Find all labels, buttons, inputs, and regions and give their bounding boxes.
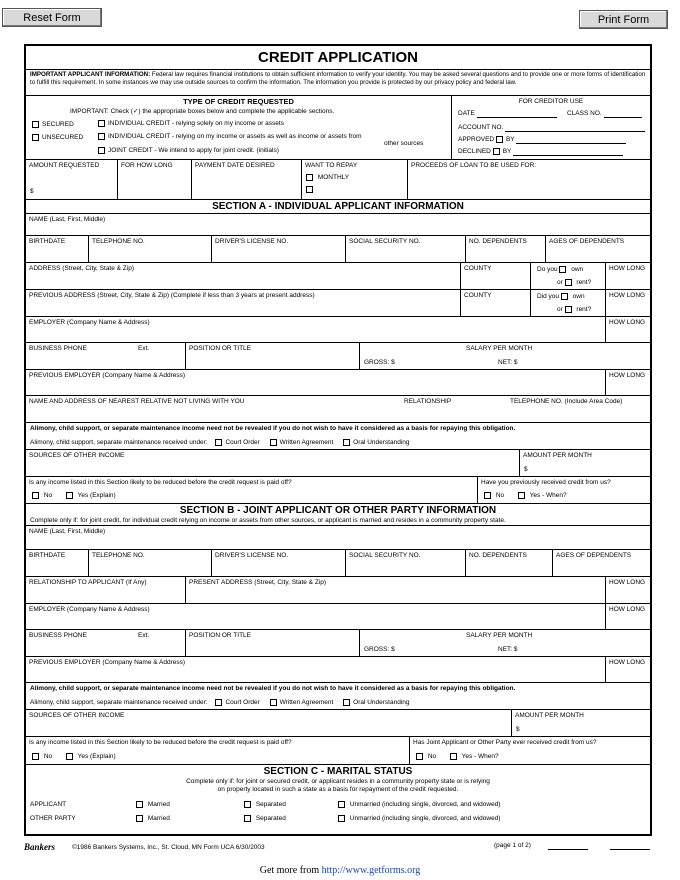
secured-checkbox[interactable]: [32, 121, 39, 128]
b-reduced-yes-checkbox[interactable]: [66, 753, 73, 760]
a-address-label: ADDRESS (Street, City, State & Zip): [29, 265, 134, 272]
a-prev-address-label: PREVIOUS ADDRESS (Street, City, State & Zip) (Complete if less than 3 years at present address): [29, 292, 315, 299]
credit-type-header: TYPE OF CREDIT REQUESTED: [183, 97, 294, 106]
for-how-long-label: FOR HOW LONG: [121, 162, 173, 169]
b-address-how-long-label: HOW LONG: [609, 579, 646, 586]
b-reduced-row: [26, 737, 650, 765]
a-license-label: DRIVER'S LICENSE NO.: [215, 238, 289, 245]
b-present-address-cell[interactable]: [186, 577, 606, 603]
page-number: (page 1 of 2): [494, 842, 531, 849]
a-prev-address-cell[interactable]: [26, 290, 461, 316]
a-employer-how-long-label: HOW LONG: [609, 319, 646, 326]
c-applicant-married-checkbox[interactable]: [136, 801, 143, 808]
a-relative-row[interactable]: [26, 396, 650, 423]
section-c-note1: Complete only if: for joint or secured credit, or applicant resides in a community property state or is relying: [186, 778, 490, 785]
c-applicant-unmarried-label: Unmarried (including single, divorced, and widowed): [349, 801, 501, 809]
b-business-phone-cell[interactable]: [26, 630, 186, 656]
b-employer-label: EMPLOYER (Company Name & Address): [29, 606, 150, 613]
a-telephone-label: TELEPHONE NO.: [92, 238, 145, 245]
a-reduced-yes-label: Yes (Explain): [77, 492, 116, 500]
amount-requested-label: AMOUNT REQUESTED: [29, 162, 100, 169]
want-to-repay-cell: [302, 160, 408, 199]
declined-by-field[interactable]: [513, 155, 623, 156]
b-amount-dollar: $: [516, 726, 520, 733]
a-prev-county-cell[interactable]: [461, 290, 531, 316]
getforms-link[interactable]: http://www.getforms.org: [321, 865, 421, 876]
section-b-note: Complete only if: for joint credit, for individual credit relying on income or assets from other sources, or applicant is married and resides in a community property state.: [30, 517, 506, 524]
account-no-label: ACCOUNT NO.: [458, 124, 504, 131]
a-tel-area-label: TELEPHONE NO. (Include Area Code): [510, 398, 623, 405]
a-county-cell[interactable]: [461, 263, 531, 289]
b-written-agreement-checkbox[interactable]: [270, 699, 277, 706]
b-prev-credit-cell: [410, 737, 650, 764]
credit-type-row: [26, 96, 650, 160]
b-ssn-cell[interactable]: [346, 550, 466, 576]
section-b-header: SECTION B - JOINT APPLICANT OR OTHER PARTY INFORMATION: [179, 505, 497, 516]
repay-other-checkbox[interactable]: [306, 186, 313, 193]
a-personal-row: [26, 236, 650, 263]
c-other-married-label: Married: [147, 815, 170, 823]
c-applicant-married-label: Married: [147, 801, 170, 809]
b-prev-employer-row: [26, 657, 650, 683]
a-ssn-cell[interactable]: [346, 236, 466, 262]
b-license-label: DRIVER'S LICENSE NO.: [215, 552, 289, 559]
unsecured-label: UNSECURED: [42, 134, 84, 142]
a-name-row[interactable]: [26, 214, 650, 236]
b-alimony-row: [26, 683, 650, 710]
b-relationship-label: RELATIONSHIP TO APPLICANT (If Any): [29, 579, 147, 586]
c-applicant-label: APPLICANT: [30, 801, 67, 808]
form-title-row: [26, 46, 650, 70]
b-reduced-yes-label: Yes (Explain): [77, 753, 116, 761]
individual-other-checkbox[interactable]: [98, 133, 105, 140]
b-position-label: POSITION OR TITLE: [189, 632, 252, 639]
creditor-use-box: [452, 96, 650, 159]
proceeds-cell[interactable]: [408, 160, 650, 199]
b-alimony-received-label: Alimony, child support, separate maintenance received under:: [30, 699, 208, 707]
a-did-you-label: Did you: [537, 293, 560, 301]
a-prev-employer-how-long-cell[interactable]: [606, 370, 650, 395]
a-written-agreement-label: Written Agreement: [279, 439, 334, 447]
a-position-label: POSITION OR TITLE: [189, 345, 252, 352]
want-to-repay-label: WANT TO REPAY: [305, 162, 358, 169]
declined-by-label: BY: [502, 148, 512, 156]
b-prev-credit-yes-label: Yes - When?: [461, 753, 499, 761]
b-personal-row: [26, 550, 650, 577]
approved-checkbox[interactable]: [496, 136, 503, 143]
b-license-cell[interactable]: [212, 550, 346, 576]
b-ssn-label: SOCIAL SECURITY NO.: [349, 552, 421, 559]
a-rent-checkbox[interactable]: [565, 279, 572, 286]
individual-credit-checkbox[interactable]: [98, 120, 105, 127]
class-no-field[interactable]: [604, 117, 642, 118]
a-prev-credit-yes-checkbox[interactable]: [518, 492, 525, 499]
a-prev-rent-checkbox[interactable]: [565, 306, 572, 313]
a-do-you-label: Do you: [537, 266, 558, 274]
a-own-checkbox[interactable]: [559, 266, 566, 273]
a-court-order-checkbox[interactable]: [215, 439, 222, 446]
b-employer-how-long-label: HOW LONG: [609, 606, 646, 613]
a-birthdate-cell[interactable]: [26, 236, 89, 262]
b-prev-employer-cell[interactable]: [26, 657, 606, 682]
a-own-label: own: [571, 266, 584, 274]
b-reduced-no-label: No: [43, 753, 53, 761]
a-prev-county-label: COUNTY: [464, 292, 492, 299]
individual-other-label: INDIVIDUAL CREDIT - relying on my income or assets as well as income or assets from: [108, 133, 362, 141]
a-ext-label: Ext.: [138, 345, 150, 352]
b-relationship-row: [26, 577, 650, 604]
b-prev-employer-label: PREVIOUS EMPLOYER (Company Name & Address): [29, 659, 186, 666]
a-employer-row: [26, 317, 650, 343]
a-own-rent-cell: [531, 263, 606, 289]
reset-form-button[interactable]: Reset Form: [2, 8, 102, 27]
copyright-text: ©1986 Bankers Systems, Inc., St. Cloud, MN Form UCA 6/30/2003: [72, 844, 265, 851]
a-reduced-cell: [26, 477, 478, 503]
b-name-row[interactable]: [26, 526, 650, 550]
a-dependents-cell[interactable]: [466, 236, 546, 262]
a-dependents-label: NO. DEPENDENTS: [469, 238, 527, 245]
c-applicant-separated-checkbox[interactable]: [244, 801, 251, 808]
a-business-phone-cell[interactable]: [26, 343, 186, 369]
a-or-label: or: [557, 279, 563, 287]
a-prev-credit-cell: [478, 477, 650, 503]
c-other-unmarried-label: Unmarried (including single, divorced, and widowed): [349, 815, 501, 823]
b-prev-credit-no-checkbox[interactable]: [416, 753, 423, 760]
b-court-order-label: Court Order: [225, 699, 260, 707]
b-reduced-label: Is any income listed in this Section likely to be reduced before the credit request is paid off?: [29, 739, 292, 746]
a-prev-credit-no-checkbox[interactable]: [484, 492, 491, 499]
b-employer-cell[interactable]: [26, 604, 606, 629]
c-other-separated-checkbox[interactable]: [244, 815, 251, 822]
joint-credit-label: JOINT CREDIT - We intend to apply for joint credit. (initials): [108, 147, 279, 155]
b-dependents-cell[interactable]: [466, 550, 553, 576]
section-a-header: SECTION A - INDIVIDUAL APPLICANT INFORMATION: [26, 200, 650, 214]
a-employer-how-long-cell[interactable]: [606, 317, 650, 342]
b-oral-understanding-checkbox[interactable]: [343, 699, 350, 706]
important-text: Federal law requires financial institutions to obtain sufficient information to verify your identity. You may be asked several questions and to provide one or more forms of identification to fulfill this requirement. In some instances we may use outside sources to confirm the information. The information you provide is protected by our privacy policy and federal law.: [30, 71, 646, 86]
important-info: [26, 70, 650, 96]
a-prev-credit-label: Have you previously received credit from us?: [481, 479, 611, 486]
declined-checkbox[interactable]: [493, 148, 500, 155]
a-position-cell[interactable]: [186, 343, 360, 369]
a-name-label: NAME (Last, First, Middle): [29, 216, 106, 223]
class-no-label: CLASS NO.: [567, 110, 602, 117]
a-reduced-row: [26, 477, 650, 504]
b-sources-cell[interactable]: [26, 710, 512, 736]
a-birthdate-label: BIRTHDATE: [29, 238, 66, 245]
creditor-use-header: FOR CREDITOR USE: [518, 98, 584, 105]
a-prev-own-rent-cell: [531, 290, 606, 316]
b-employer-how-long-cell[interactable]: [606, 604, 650, 629]
loan-request-row: [26, 160, 650, 200]
proceeds-label: PROCEEDS OF LOAN TO BE USED FOR:: [411, 162, 537, 169]
b-name-label: NAME (Last, First, Middle): [29, 528, 106, 535]
b-other-income-row: [26, 710, 650, 737]
joint-credit-checkbox[interactable]: [98, 147, 105, 154]
b-prev-employer-how-long-cell[interactable]: [606, 657, 650, 682]
a-prev-how-long-label: HOW LONG: [609, 292, 646, 299]
b-gross-label: GROSS: $: [364, 646, 395, 653]
credit-application-form: [24, 44, 652, 836]
credit-type-instructions: IMPORTANT: Check (✓) the appropriate boxes below and complete the applicable sections.: [70, 108, 335, 115]
amount-requested-cell[interactable]: [26, 160, 118, 199]
approved-by-label: BY: [505, 136, 515, 144]
b-oral-understanding-label: Oral Understanding: [353, 699, 410, 707]
a-alimony-received-label: Alimony, child support, separate maintenance received under:: [30, 439, 208, 447]
a-prev-credit-yes-label: Yes - When?: [529, 492, 567, 500]
b-salary-cell[interactable]: [360, 630, 650, 656]
declined-label: DECLINED: [458, 148, 491, 156]
section-c-note2: on property located in such a state as a basis for repayment of the credit requested.: [217, 786, 459, 793]
a-telephone-cell[interactable]: [89, 236, 212, 262]
a-how-long-label: HOW LONG: [609, 265, 646, 272]
get-more-prefix: Get more from: [259, 865, 322, 876]
a-prev-rent-label: rent?: [576, 306, 592, 314]
b-reduced-no-checkbox[interactable]: [32, 753, 39, 760]
a-employer-cell[interactable]: [26, 317, 606, 342]
c-other-separated-label: Separated: [255, 815, 286, 823]
b-telephone-label: TELEPHONE NO.: [92, 552, 145, 559]
b-business-phone-label: BUSINESS PHONE: [29, 632, 87, 639]
a-ages-label: AGES OF DEPENDENTS: [549, 238, 625, 245]
approved-label: APPROVED: [458, 136, 495, 144]
a-prev-employer-row: [26, 370, 650, 396]
b-prev-credit-label: Has Joint Applicant or Other Party ever received credit from us?: [413, 739, 597, 746]
a-prev-or-label: or: [557, 306, 563, 314]
b-prev-employer-how-long-label: HOW LONG: [609, 659, 646, 666]
a-amount-dollar: $: [524, 466, 528, 473]
a-other-income-row: [26, 450, 650, 477]
print-form-button[interactable]: Print Form: [579, 10, 668, 29]
a-reduced-no-label: No: [43, 492, 53, 500]
b-ext-label: Ext.: [138, 632, 150, 639]
b-ages-label: AGES OF DEPENDENTS: [556, 552, 632, 559]
a-rent-label: rent?: [576, 279, 592, 287]
for-how-long-cell[interactable]: [118, 160, 192, 199]
a-county-label: COUNTY: [464, 265, 492, 272]
b-net-label: NET: $: [498, 646, 518, 653]
a-prev-how-long-cell[interactable]: [606, 290, 650, 316]
a-amount-month-label: AMOUNT PER MONTH: [523, 452, 592, 459]
secured-label: SECURED: [42, 121, 74, 129]
b-relationship-cell[interactable]: [26, 577, 186, 603]
a-oral-understanding-label: Oral Understanding: [353, 439, 410, 447]
b-business-row: [26, 630, 650, 657]
c-applicant-unmarried-checkbox[interactable]: [338, 801, 345, 808]
c-other-married-checkbox[interactable]: [136, 815, 143, 822]
amount-dollar-sign: $: [30, 188, 34, 195]
bankers-logo: Bankers: [24, 842, 56, 852]
a-prev-own-label: own: [572, 293, 585, 301]
a-sources-label: SOURCES OF OTHER INCOME: [29, 452, 125, 459]
a-prev-employer-label: PREVIOUS EMPLOYER (Company Name & Address): [29, 372, 186, 379]
c-other-party-label: OTHER PARTY: [30, 815, 76, 822]
a-net-label: NET: $: [498, 359, 518, 366]
a-gross-label: GROSS: $: [364, 359, 395, 366]
b-court-order-checkbox[interactable]: [215, 699, 222, 706]
a-business-row: [26, 343, 650, 370]
a-amount-month-cell[interactable]: [520, 450, 650, 476]
b-amount-month-cell[interactable]: [512, 710, 650, 736]
credit-type-box: [26, 96, 452, 159]
account-no-field[interactable]: [505, 131, 645, 132]
a-relationship-label: RELATIONSHIP: [404, 398, 452, 405]
a-salary-label: SALARY PER MONTH: [466, 345, 533, 352]
a-ages-cell[interactable]: [546, 236, 650, 262]
section-c: [26, 765, 650, 825]
b-reduced-cell: [26, 737, 410, 764]
individual-credit-label: INDIVIDUAL CREDIT - relying solely on my income or assets: [108, 120, 284, 128]
a-prev-employer-how-long-label: HOW LONG: [609, 372, 646, 379]
a-address-row: [26, 263, 650, 290]
b-prev-credit-yes-checkbox[interactable]: [450, 753, 457, 760]
b-birthdate-cell[interactable]: [26, 550, 89, 576]
get-more-banner: [0, 865, 680, 876]
b-sources-label: SOURCES OF OTHER INCOME: [29, 712, 125, 719]
unsecured-checkbox[interactable]: [32, 134, 39, 141]
a-employer-label: EMPLOYER (Company Name & Address): [29, 319, 150, 326]
b-alimony-note: Alimony, child support, or separate maintenance income need not be revealed if you do not wish to have it considered as a basis for repaying this obligation.: [30, 685, 516, 692]
section-c-header: SECTION C - MARITAL STATUS: [263, 766, 413, 777]
important-label: IMPORTANT APPLICANT INFORMATION:: [30, 71, 151, 78]
a-reduced-no-checkbox[interactable]: [32, 492, 39, 499]
b-birthdate-label: BIRTHDATE: [29, 552, 66, 559]
a-prev-employer-cell[interactable]: [26, 370, 606, 395]
a-license-cell[interactable]: [212, 236, 346, 262]
a-sources-cell[interactable]: [26, 450, 520, 476]
b-present-address-label: PRESENT ADDRESS (Street, City, State & Zip): [189, 579, 327, 586]
a-reduced-yes-checkbox[interactable]: [66, 492, 73, 499]
a-address-cell[interactable]: [26, 263, 461, 289]
other-sources-label: other sources: [384, 140, 424, 147]
c-other-unmarried-checkbox[interactable]: [338, 815, 345, 822]
b-written-agreement-label: Written Agreement: [279, 699, 334, 707]
creditor-date-field[interactable]: [477, 117, 557, 118]
b-address-how-long-cell[interactable]: [606, 577, 650, 603]
a-oral-understanding-checkbox[interactable]: [343, 439, 350, 446]
section-b-header-row: [26, 504, 650, 526]
a-prev-address-row: [26, 290, 650, 317]
form-title: CREDIT APPLICATION: [258, 49, 418, 66]
a-written-agreement-checkbox[interactable]: [270, 439, 277, 446]
a-alimony-note: Alimony, child support, or separate maintenance income need not be revealed if you do not wish to have it considered as a basis for repaying this obligation.: [30, 425, 516, 432]
a-ssn-label: SOCIAL SECURITY NO.: [349, 238, 421, 245]
a-how-long-cell[interactable]: [606, 263, 650, 289]
b-employer-row: [26, 604, 650, 630]
a-reduced-label: Is any income listed in this Section likely to be reduced before the credit request is paid off?: [29, 479, 292, 486]
c-applicant-separated-label: Separated: [255, 801, 286, 809]
page-initial-line-2: [610, 842, 650, 850]
b-ages-cell[interactable]: [553, 550, 650, 576]
b-position-cell[interactable]: [186, 630, 360, 656]
monthly-checkbox[interactable]: [306, 174, 313, 181]
page-initial-line-1: [548, 842, 588, 850]
approved-by-field[interactable]: [516, 143, 626, 144]
b-salary-label: SALARY PER MONTH: [466, 632, 533, 639]
a-salary-cell[interactable]: [360, 343, 650, 369]
a-relative-label: NAME AND ADDRESS OF NEAREST RELATIVE NOT LIVING WITH YOU: [29, 398, 245, 405]
a-alimony-row: [26, 423, 650, 450]
creditor-date-label: DATE: [458, 110, 475, 117]
a-prev-credit-no-label: No: [495, 492, 505, 500]
b-prev-credit-no-label: No: [427, 753, 437, 761]
a-business-phone-label: BUSINESS PHONE: [29, 345, 87, 352]
payment-date-cell[interactable]: [192, 160, 302, 199]
monthly-label: MONTHLY: [317, 174, 350, 182]
a-court-order-label: Court Order: [225, 439, 260, 447]
payment-date-label: PAYMENT DATE DESIRED: [195, 162, 275, 169]
b-telephone-cell[interactable]: [89, 550, 212, 576]
form-footer: [24, 842, 652, 856]
b-amount-month-label: AMOUNT PER MONTH: [515, 712, 584, 719]
a-prev-own-checkbox[interactable]: [561, 293, 568, 300]
b-dependents-label: NO. DEPENDENTS: [469, 552, 527, 559]
